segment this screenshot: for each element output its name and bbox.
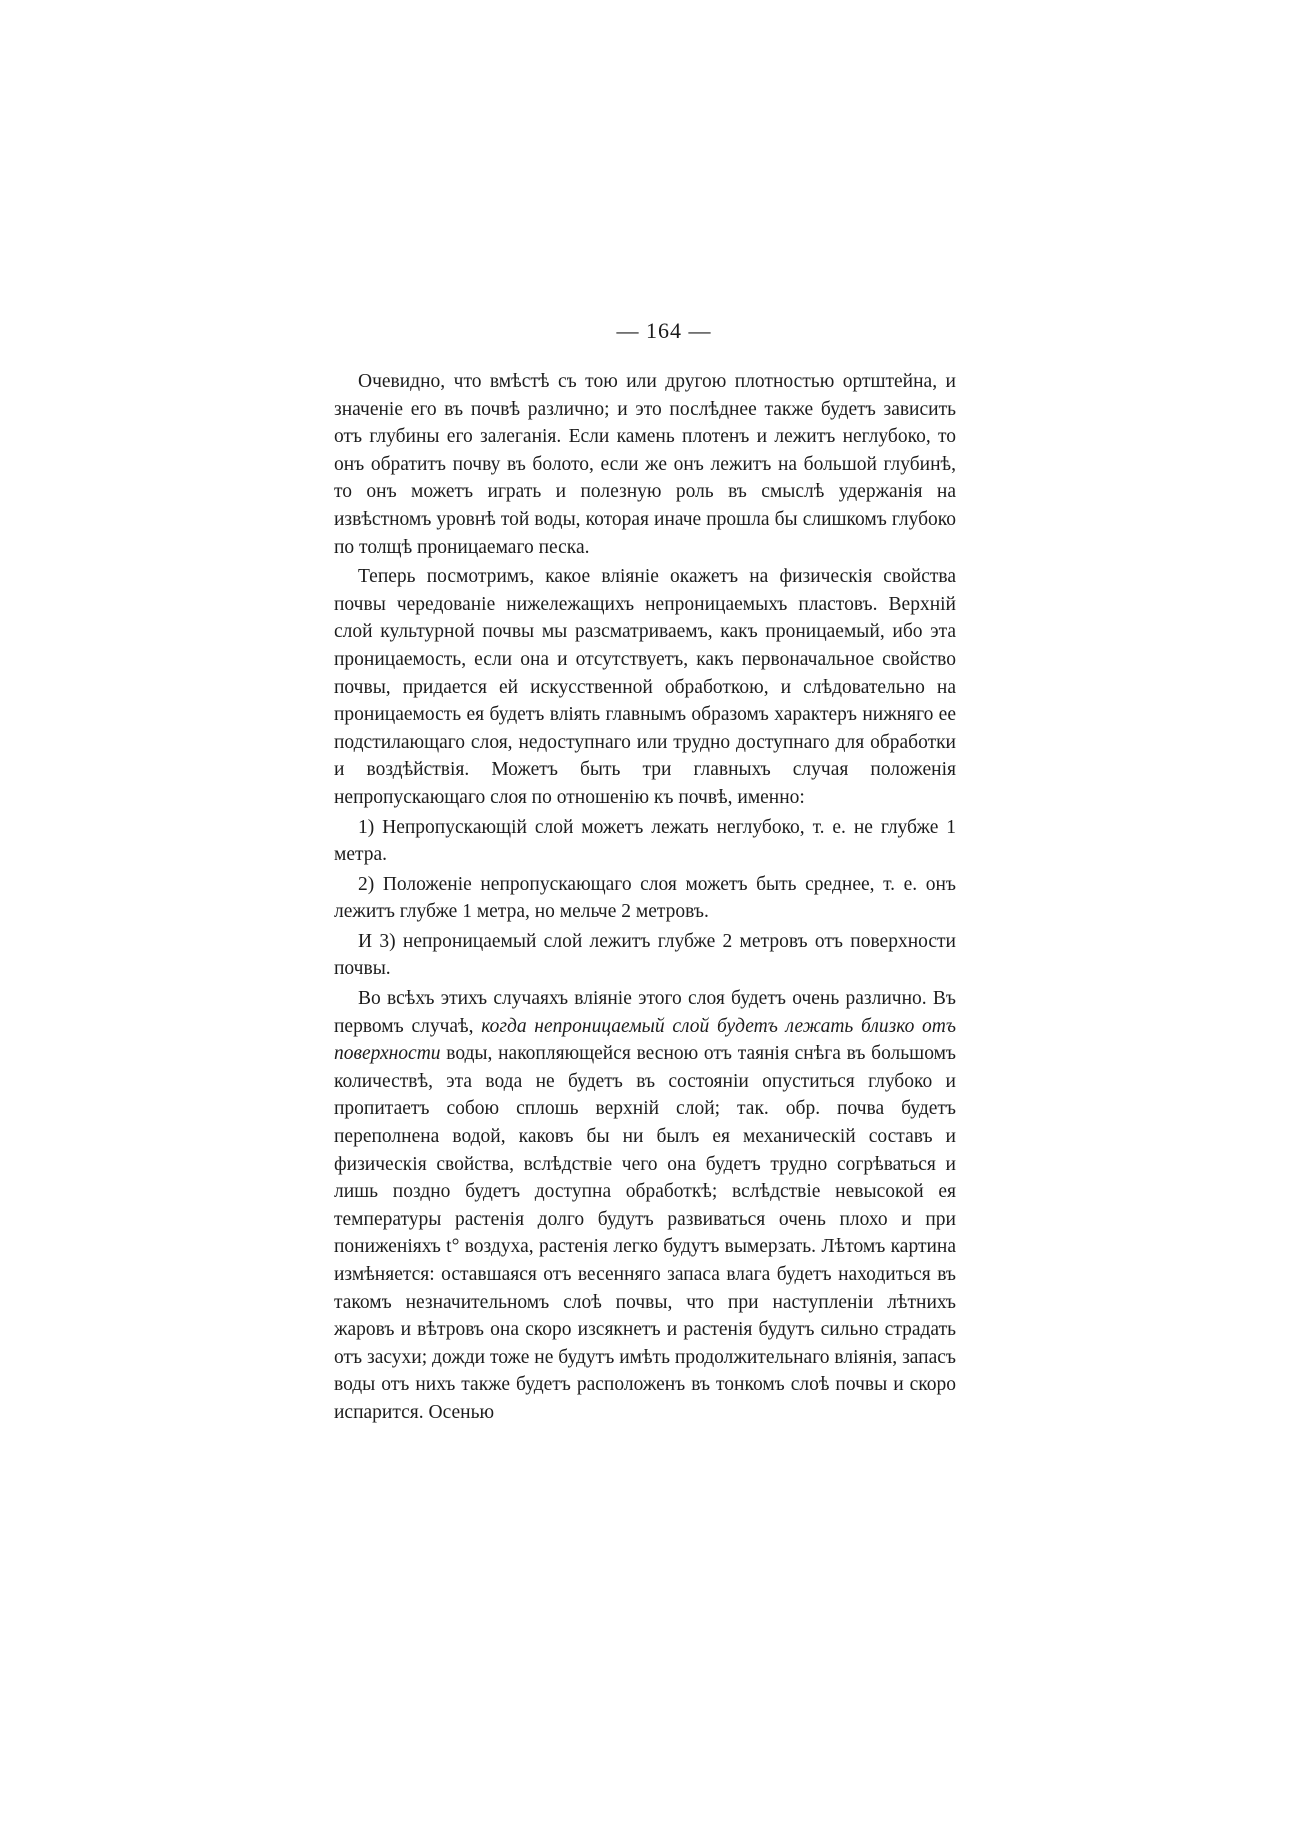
paragraph-2: Теперь посмотримъ, какое вліяніе окажетъ на физическія свойства почвы чередованіе нижележащихъ непроницаемыхъ пластовъ. Верхній слой культурной почвы мы разсматриваемъ, какъ проницаемый, ибо эта проницаемость, если она и отсутствуетъ, какъ первоначальное свойство почвы, придается ей искусственной обработкою, и слѣдовательно на проницаемость ея будетъ вліять главнымъ образомъ характеръ нижняго ее подстилающаго слоя, недоступнаго или трудно доступнаго для обработки и воздѣйствія. Можетъ быть три главныхъ случая положенія непропускающаго слоя по отношенію къ почвѣ, именно: [334, 566, 956, 808]
list-item-1: 1) Непропускающій слой можетъ лежать неглубоко, т. е. не глубже 1 метра. [334, 816, 956, 866]
list-item-3: И 3) непроницаемый слой лежитъ глубже 2 метровъ отъ поверхности почвы. [334, 930, 956, 980]
paragraph-3-start: Во всѣхъ этихъ случаяхъ вліяніе этого слоя будетъ очень различно. Въ первомъ случаѣ, [334, 988, 956, 1037]
paragraph-3-emphasis: когда непроницаемый слой будетъ лежать близко отъ поверхности [334, 1015, 957, 1065]
list-item-2: 2) Положеніе непропускающаго слоя можетъ быть среднее, т. е. онъ лежитъ глубже 1 метра, но мельче 2 метровъ. [334, 873, 956, 923]
paragraph-3 [334, 985, 956, 1427]
paragraph-1: Очевидно, что вмѣстѣ съ тою или другою плотностью ортштейна, и значеніе его въ почвѣ различно; и это послѣднее также будетъ зависить отъ глубины его залеганія. Если камень плотенъ и лежитъ неглубоко, то онъ обратитъ почву въ болото, если же онъ лежитъ на большой глубинѣ, то онъ можетъ играть и полезную роль въ смыслѣ удержанія на извѣстномъ уровнѣ той воды, которая иначе прошла бы слишкомъ глубоко по толщѣ проницаемаго песка. [334, 371, 956, 558]
paragraph-3-rest: воды, накопляющейся весною отъ таянія снѣга въ большомъ количествѣ, эта вода не будетъ въ состояніи опуститься глубоко и пропитаетъ собою сплошь верхній слой; так. обр. почва будетъ переполнена водой, каковъ бы ни былъ ея механическій составъ и физическія свойства, вслѣдствіе чего она будетъ трудно согрѣваться и лишь поздно будетъ доступна обработкѣ; вслѣдствіе невысокой ея температуры растенія долго будутъ развиваться очень плохо и при пониженіяхъ t° воздуха, растенія легко будутъ вымерзать. Лѣтомъ картина измѣняется: оставшаяся отъ весенняго запаса влага будетъ находиться въ такомъ незначительномъ слоѣ почвы, что при наступленіи лѣтнихъ жаровъ и вѣтровъ она скоро изсякнетъ и растенія будутъ сильно страдать отъ засухи; дожди тоже не будутъ имѣть продолжительнаго вліянія, запасъ воды отъ нихъ также будетъ расположенъ въ тонкомъ слоѣ почвы и скоро испарится. Осенью [334, 1043, 956, 1423]
page-number: — 164 — [616, 318, 712, 343]
body-text [334, 368, 956, 1427]
